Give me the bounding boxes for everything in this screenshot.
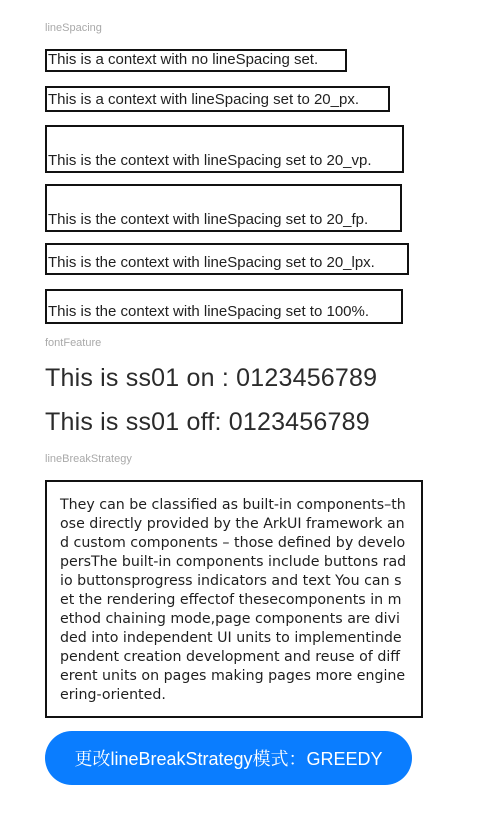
line-break-strategy-section-label: lineBreakStrategy — [45, 453, 132, 465]
line-spacing-text-100pct-label: This is the context with lineSpacing set to 100%. — [48, 303, 370, 320]
line-spacing-text-20vp-label: This is the context with lineSpacing set to 20_vp. — [48, 152, 372, 169]
line-spacing-text-20lpx-label: This is the context with lineSpacing set to 20_lpx. — [48, 254, 375, 271]
line-spacing-text-20px — [45, 86, 390, 112]
line-spacing-text-20fp-label: This is the context with lineSpacing set to 20_fp. — [48, 211, 369, 228]
line-spacing-text-none-label: This is a context with no lineSpacing set. — [48, 51, 319, 68]
line-spacing-text-20px-label: This is a context with lineSpacing set to 20_px. — [48, 91, 360, 108]
font-feature-section-label: fontFeature — [45, 337, 102, 349]
font-feature-ss01-off: This is ss01 off: 0123456789 — [45, 408, 370, 436]
change-line-break-strategy-button-label: 更改lineBreakStrategy模式：GREEDY — [74, 749, 383, 769]
line-spacing-section-label: lineSpacing — [45, 22, 102, 34]
line-break-paragraph-box: They can be classified as built-in components–those directly provided by the ArkUI framework and custom components – those defined by developersThe built-in components include buttons radio buttonsprogress indicators and text You can set the rendering effectof thesecomponents in method chaining mode,page components are divided into independent UI units to implementindependent creation development and reuse of different units on pages making pages more engineering-oriented. — [45, 480, 423, 718]
line-spacing-text-100pct — [45, 289, 403, 324]
line-spacing-text-20lpx — [45, 243, 409, 275]
font-feature-ss01-on: This is ss01 on : 0123456789 — [45, 364, 378, 392]
line-spacing-text-20fp — [45, 184, 402, 232]
line-spacing-text-none — [45, 49, 347, 72]
change-line-break-strategy-button[interactable] — [45, 731, 412, 785]
line-spacing-text-20vp — [45, 125, 404, 173]
